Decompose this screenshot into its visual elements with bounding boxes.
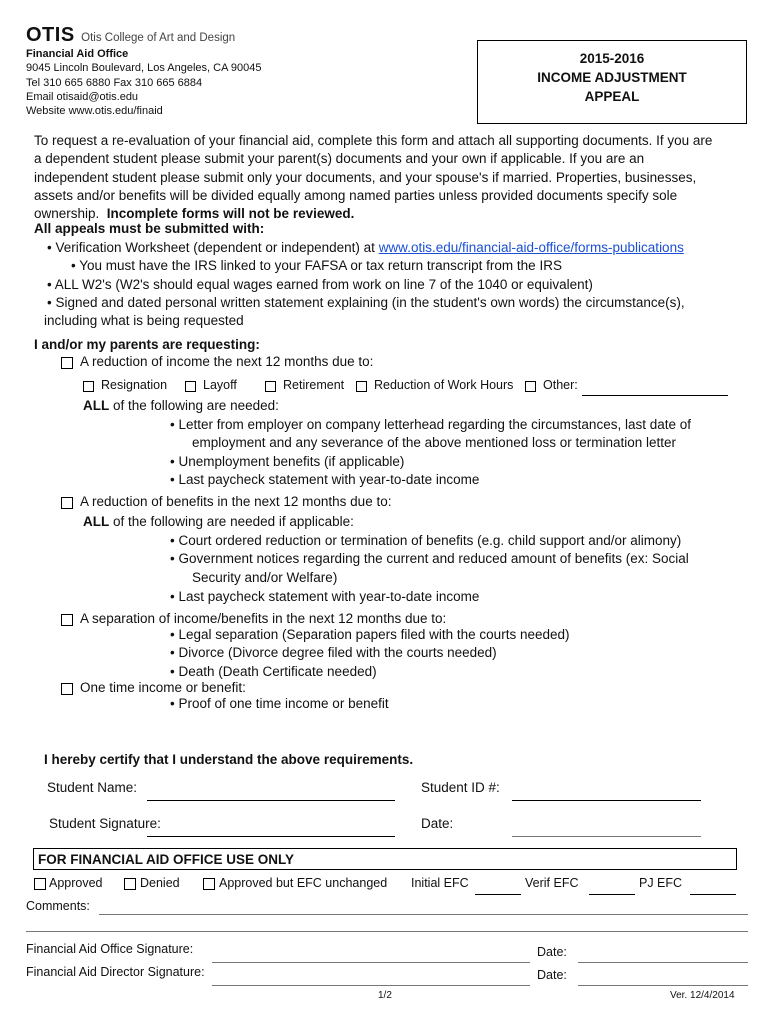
section1-bullet: • Last paycheck statement with year-to-date income xyxy=(170,472,480,487)
section2-all-needed xyxy=(83,514,354,529)
all-emphasis: ALL xyxy=(83,514,110,529)
benefits-reduction-checkbox[interactable] xyxy=(61,497,73,509)
appeals-heading: All appeals must be submitted with: xyxy=(34,221,265,236)
section3-bullet: • Legal separation (Separation papers filed with the courts needed) xyxy=(170,627,570,642)
retirement-checkbox[interactable] xyxy=(265,381,276,392)
bullet-text: Unemployment benefits (if applicable) xyxy=(178,454,405,469)
intro-line: independent student please submit only your documents, and your spouse's if married. Properties, businesses, xyxy=(34,169,697,185)
student-id-label: Student ID #: xyxy=(421,780,500,795)
other-field[interactable] xyxy=(582,395,728,396)
section2-bullet-cont: Security and/or Welfare) xyxy=(192,570,338,585)
student-date-field[interactable] xyxy=(512,836,701,837)
title-box xyxy=(477,40,747,124)
all-needed-text: of the following are needed if applicable: xyxy=(109,514,354,529)
appeal-item-worksheet xyxy=(47,240,684,255)
section2-bullet: • Government notices regarding the current and reduced amount of benefits (ex: Social xyxy=(170,551,689,566)
bullet-text: Legal separation (Separation papers filed with the courts needed) xyxy=(178,627,570,642)
comments-field-line[interactable] xyxy=(99,914,748,915)
initial-efc-label: Initial EFC xyxy=(411,876,469,890)
section1-bullet: • Letter from employer on company letterhead regarding the circumstances, last date of xyxy=(170,417,691,432)
comments-field-line[interactable] xyxy=(26,931,748,932)
requesting-heading: I and/or my parents are requesting: xyxy=(34,337,260,352)
forms-publications-link[interactable]: www.otis.edu/financial-aid-office/forms-publications xyxy=(378,240,684,255)
office-info xyxy=(26,47,261,118)
office-phone: Tel 310 665 6880 Fax 310 665 6884 xyxy=(26,76,203,89)
bullet-text: Last paycheck statement with year-to-date income xyxy=(178,472,480,487)
denied-checkbox[interactable] xyxy=(124,878,136,890)
retirement-label: Retirement xyxy=(283,378,345,392)
layoff-checkbox[interactable] xyxy=(185,381,196,392)
layoff-label: Layoff xyxy=(203,378,237,392)
verif-efc-label: Verif EFC xyxy=(525,876,579,890)
all-needed-text: of the following are needed: xyxy=(109,398,279,413)
intro-text: ownership. xyxy=(34,206,107,222)
appeal-item-w2: • ALL W2's (W2's should equal wages earned from work on line 7 of the 1040 or equivalent) xyxy=(47,277,593,292)
office-website: Website www.otis.edu/finaid xyxy=(26,105,163,118)
office-signature-label: Financial Aid Office Signature: xyxy=(26,942,194,956)
office-use-title: FOR FINANCIAL AID OFFICE USE ONLY xyxy=(38,852,295,867)
office-email: Email otisaid@otis.edu xyxy=(26,90,139,103)
office-signature-field[interactable] xyxy=(212,962,530,963)
reduction-work-hours-label: Reduction of Work Hours xyxy=(374,378,514,392)
separation-label: A separation of income/benefits in the next 12 months due to: xyxy=(80,611,447,626)
appeal-item-statement: • Signed and dated personal written statement explaining (in the student's own words) the circumstance(s), xyxy=(47,295,685,310)
intro-line: assets and/or benefits will be divided equally among named parties unless provided documents specify sole xyxy=(34,187,678,203)
bullet-text: Proof of one time income or benefit xyxy=(178,696,389,711)
title-line1: INCOME ADJUSTMENT xyxy=(537,70,687,85)
pj-efc-label: PJ EFC xyxy=(639,876,683,890)
section1-bullet-cont: employment and any severance of the above mentioned loss or termination letter xyxy=(192,435,677,450)
resignation-checkbox[interactable] xyxy=(83,381,94,392)
other-label: Other: xyxy=(543,378,578,392)
section2-bullet: • Court ordered reduction or termination of benefits (e.g. child support and/or alimony) xyxy=(170,533,682,548)
section1-all-needed xyxy=(83,398,279,413)
office-address: 9045 Lincoln Boulevard, Los Angeles, CA 90045 xyxy=(26,62,262,75)
approved-label: Approved xyxy=(49,876,103,890)
bullet-text: Court ordered reduction or termination of benefits (e.g. child support and/or alimony) xyxy=(178,533,682,548)
certify-statement: I hereby certify that I understand the above requirements. xyxy=(44,752,414,767)
intro-paragraph xyxy=(34,132,744,223)
title-line2: APPEAL xyxy=(584,89,640,104)
denied-label: Denied xyxy=(140,876,180,890)
appeal-item-text: • Verification Worksheet (dependent or independent) at xyxy=(47,240,379,255)
office-use-box xyxy=(33,848,737,870)
approved-unchanged-checkbox[interactable] xyxy=(203,878,215,890)
college-name: Otis College of Art and Design xyxy=(81,32,236,44)
office-date-label: Date: xyxy=(537,945,567,959)
office-date-field[interactable] xyxy=(578,962,748,963)
bullet-text: Last paycheck statement with year-to-date income xyxy=(178,589,480,604)
student-date-label: Date: xyxy=(421,816,454,831)
director-date-label: Date: xyxy=(537,968,567,982)
section1-bullet: • Unemployment benefits (if applicable) xyxy=(170,454,405,469)
appeal-subitem-irs: • You must have the IRS linked to your FAFSA or tax return transcript from the IRS xyxy=(71,258,562,273)
one-time-income-checkbox[interactable] xyxy=(61,683,73,695)
pj-efc-field[interactable] xyxy=(690,894,736,895)
section2-bullet: • Last paycheck statement with year-to-date income xyxy=(170,589,480,604)
approved-unchanged-label: Approved but EFC unchanged xyxy=(219,876,388,890)
benefits-reduction-label: A reduction of benefits in the next 12 months due to: xyxy=(80,494,392,509)
version-label: Ver. 12/4/2014 xyxy=(670,990,735,1001)
bullet-text: Government notices regarding the current and reduced amount of benefits (ex: Social xyxy=(178,551,689,566)
student-signature-label: Student Signature: xyxy=(49,816,161,831)
director-signature-field[interactable] xyxy=(212,985,530,986)
intro-line: To request a re-evaluation of your financial aid, complete this form and attach all supporting documents. If you are xyxy=(34,133,713,148)
resignation-label: Resignation xyxy=(101,378,168,392)
income-reduction-label: A reduction of income the next 12 months due to: xyxy=(80,354,374,369)
incomplete-warning: Incomplete forms will not be reviewed. xyxy=(106,206,355,222)
comments-label: Comments: xyxy=(26,899,90,913)
student-id-field[interactable] xyxy=(512,800,701,801)
one-time-income-label: One time income or benefit: xyxy=(80,680,246,695)
all-emphasis: ALL xyxy=(83,398,110,413)
appeal-item-statement-cont: including what is being requested xyxy=(44,313,244,328)
income-reduction-checkbox[interactable] xyxy=(61,357,73,369)
initial-efc-field[interactable] xyxy=(475,894,521,895)
bullet-text: Death (Death Certificate needed) xyxy=(178,664,377,679)
student-signature-field[interactable] xyxy=(147,836,395,837)
page-number: 1/2 xyxy=(378,990,392,1001)
student-name-label: Student Name: xyxy=(47,780,138,795)
verif-efc-field[interactable] xyxy=(589,894,635,895)
section3-bullet: • Divorce (Divorce degree filed with the courts needed) xyxy=(170,645,497,660)
office-name: Financial Aid Office xyxy=(26,48,129,60)
student-name-field[interactable] xyxy=(147,800,395,801)
title-year: 2015-2016 xyxy=(579,51,645,66)
director-signature-label: Financial Aid Director Signature: xyxy=(26,965,205,979)
director-date-field[interactable] xyxy=(578,985,748,986)
bullet-text: Letter from employer on company letterhead regarding the circumstances, last date of xyxy=(178,417,691,432)
intro-line: a dependent student please submit your parent(s) documents and your own if applicable. If you are an xyxy=(34,151,645,167)
logo-mark: OTIS xyxy=(26,24,75,46)
bullet-text: Divorce (Divorce degree filed with the courts needed) xyxy=(178,645,497,660)
logo xyxy=(26,24,235,47)
reduction-work-hours-checkbox[interactable] xyxy=(356,381,367,392)
section4-bullet: • Proof of one time income or benefit xyxy=(170,696,389,711)
separation-checkbox[interactable] xyxy=(61,614,73,626)
other-checkbox[interactable] xyxy=(525,381,536,392)
approved-checkbox[interactable] xyxy=(34,878,46,890)
section3-bullet: • Death (Death Certificate needed) xyxy=(170,664,377,679)
